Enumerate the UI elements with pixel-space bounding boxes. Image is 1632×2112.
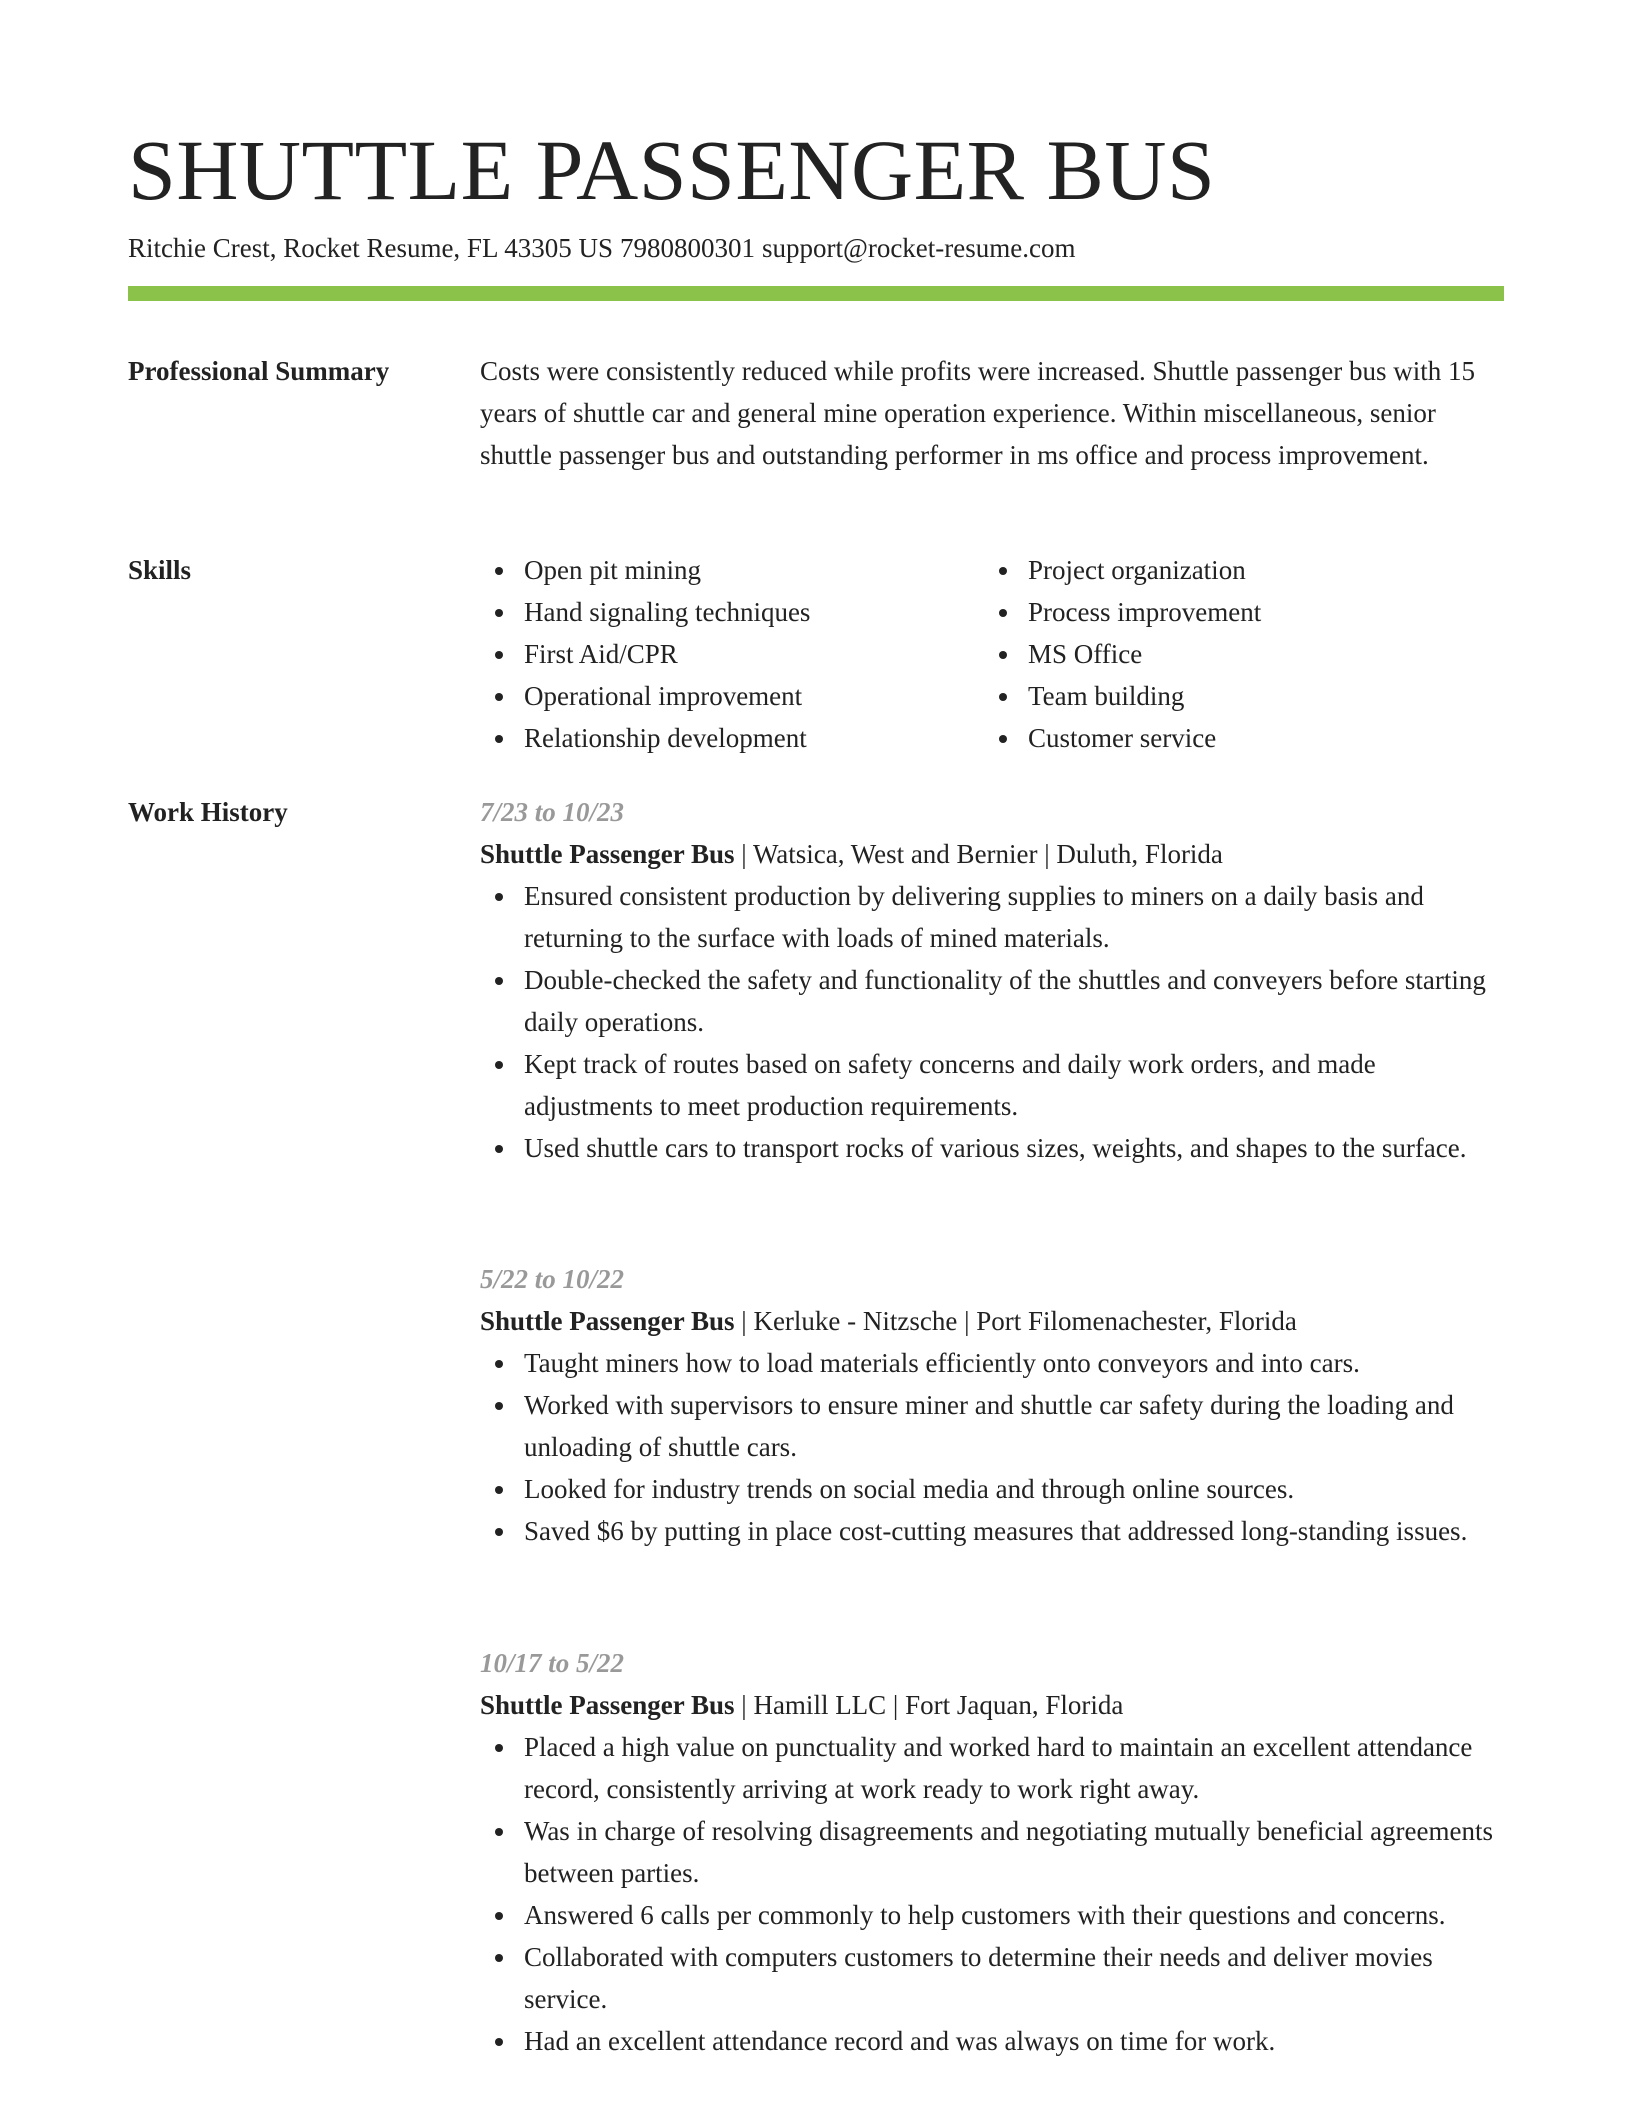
job-bullet: Kept track of routes based on safety concerns and daily work orders, and made adjustments to meet production requirements.	[480, 1043, 1504, 1127]
skill-item: Customer service	[984, 717, 1488, 759]
contact-email: support@rocket-resume.com	[761, 233, 1076, 263]
job-entry	[480, 1642, 1504, 2062]
skills-list-left	[480, 549, 984, 759]
job-title: Shuttle Passenger Bus	[480, 1306, 735, 1336]
job-bullet: Worked with supervisors to ensure miner and shuttle car safety during the loading and unloading of shuttle cars.	[480, 1384, 1504, 1468]
contact-line	[128, 230, 1076, 266]
job-bullet: Used shuttle cars to transport rocks of various sizes, weights, and shapes to the surface.	[480, 1127, 1504, 1169]
summary-body	[480, 350, 1504, 476]
job-company-location: | Watsica, West and Bernier | Duluth, Florida	[734, 839, 1223, 869]
skills-columns	[480, 549, 1504, 759]
job-title: Shuttle Passenger Bus	[480, 1690, 735, 1720]
skill-item: Team building	[984, 675, 1488, 717]
job-header	[480, 1684, 1504, 1726]
resume-name: SHUTTLE PASSENGER BUS	[128, 122, 1216, 218]
job-bullet: Ensured consistent production by delivering supplies to miners on a daily basis and returning to the surface with loads of mined materials.	[480, 875, 1504, 959]
summary-heading: Professional Summary	[128, 356, 390, 386]
skill-item: Open pit mining	[480, 549, 984, 591]
skills-body	[480, 549, 1504, 759]
skill-item: Operational improvement	[480, 675, 984, 717]
job-title: Shuttle Passenger Bus	[480, 839, 735, 869]
job-header	[480, 833, 1504, 875]
job-bullet-list	[480, 1342, 1504, 1552]
skills-list-right	[984, 549, 1488, 759]
contact-phone: 7980800301	[619, 233, 755, 263]
job-entry	[480, 791, 1504, 1169]
job-bullet: Looked for industry trends on social media and through online sources.	[480, 1468, 1504, 1510]
job-bullet: Had an excellent attendance record and was always on time for work.	[480, 2020, 1504, 2062]
job-dates: 5/22 to 10/22	[480, 1264, 625, 1294]
job-dates: 7/23 to 10/23	[480, 797, 625, 827]
skill-item: First Aid/CPR	[480, 633, 984, 675]
job-bullet: Was in charge of resolving disagreements and negotiating mutually beneficial agreements between parties.	[480, 1810, 1504, 1894]
job-bullet: Collaborated with computers customers to determine their needs and deliver movies service.	[480, 1936, 1504, 2020]
job-bullet: Double-checked the safety and functionality of the shuttles and conveyers before starting daily operations.	[480, 959, 1504, 1043]
job-dates: 10/17 to 5/22	[480, 1648, 625, 1678]
job-company-location: | Kerluke - Nitzsche | Port Filomenachester, Florida	[734, 1306, 1297, 1336]
skill-item: MS Office	[984, 633, 1488, 675]
job-bullet: Saved $6 by putting in place cost-cutting measures that addressed long-standing issues.	[480, 1510, 1504, 1552]
job-bullet: Taught miners how to load materials efficiently onto conveyors and into cars.	[480, 1342, 1504, 1384]
summary-text: Costs were consistently reduced while profits were increased. Shuttle passenger bus with 15 years of shuttle car and general mine operation experience. Within miscellaneous, senior shuttle passenger bus and outstanding performer in ms office and process improvement.	[480, 356, 1476, 470]
skill-item: Process improvement	[984, 591, 1488, 633]
work-history-heading: Work History	[128, 797, 288, 827]
job-header	[480, 1300, 1504, 1342]
header-divider	[128, 286, 1504, 301]
skill-item: Hand signaling techniques	[480, 591, 984, 633]
job-bullet: Answered 6 calls per commonly to help customers with their questions and concerns.	[480, 1894, 1504, 1936]
job-company-location: | Hamill LLC | Fort Jaquan, Florida	[734, 1690, 1124, 1720]
job-bullet-list	[480, 875, 1504, 1169]
job-bullet-list	[480, 1726, 1504, 2062]
skill-item: Project organization	[984, 549, 1488, 591]
skill-item: Relationship development	[480, 717, 984, 759]
job-entry	[480, 1258, 1504, 1552]
job-bullet: Placed a high value on punctuality and worked hard to maintain an excellent attendance record, consistently arriving at work ready to work right away.	[480, 1726, 1504, 1810]
skills-heading: Skills	[128, 555, 192, 585]
contact-address: Ritchie Crest, Rocket Resume, FL 43305 US	[128, 233, 613, 263]
